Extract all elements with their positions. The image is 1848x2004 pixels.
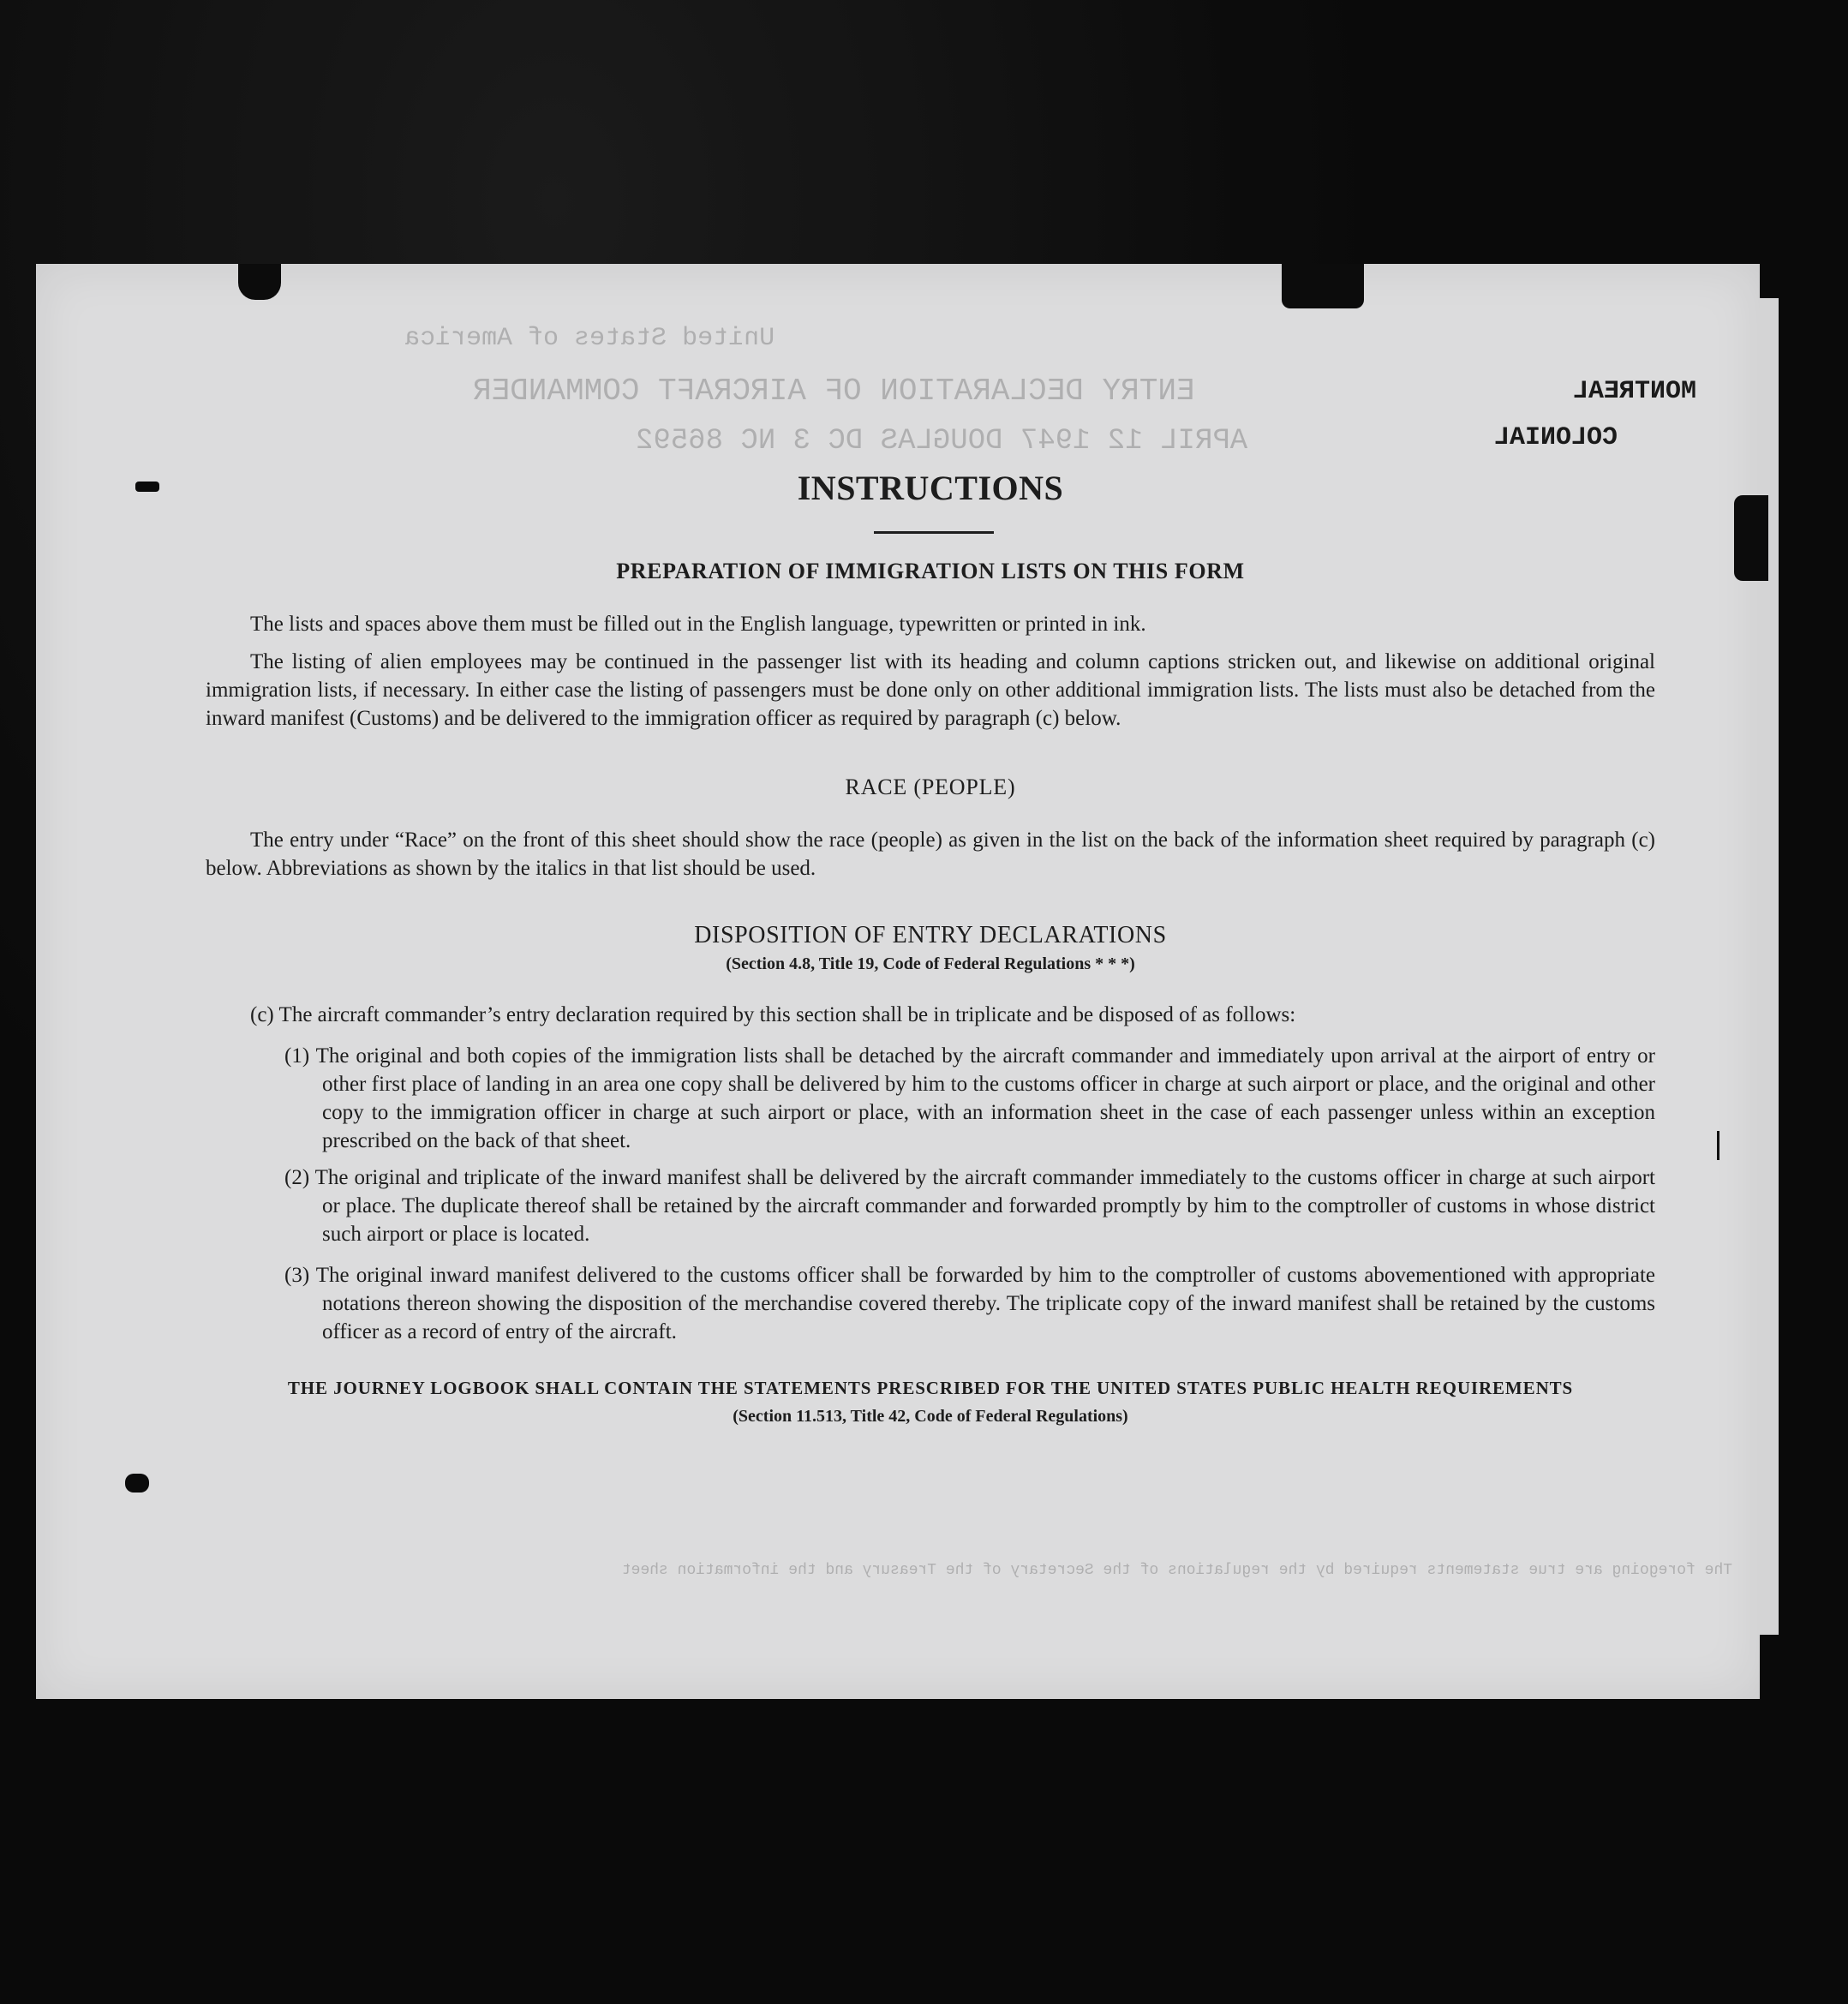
bleed-through-text: ENTRY DECLARATION OF AIRCRAFT COMMANDER xyxy=(473,374,1195,409)
bleed-through-text: APRIL 12 1947 DOUGLAS DC 3 NC 86592 xyxy=(636,425,1248,458)
disposition-intro: (c) The aircraft commander’s entry declaration required by this section shall be in triplicate and be disposed of as follows: xyxy=(250,1003,1296,1026)
paper-tear xyxy=(1734,495,1768,581)
stamp-text: COLONIAL xyxy=(1493,423,1618,452)
race-paragraph: The entry under “Race” on the front of this sheet should show the race (people) as given in the list on the back of the information sheet required by paragraph (c) below. Abbreviations as shown by the italics in that list should be used. xyxy=(206,829,1655,880)
section-heading-race: RACE (PEOPLE) xyxy=(845,775,1016,799)
punch-mark xyxy=(125,1474,149,1493)
disposition-item: (2) The original and triplicate of the inward manifest shall be delivered by the aircraft commander immediately to the customs officer in charge at such airport or place. The duplicate thereof shall be retained by the aircraft commander and forwarded promptly by him to the comptroller of customs in whose district such airport or place is located. xyxy=(284,1166,1655,1246)
footer-statement: THE JOURNEY LOGBOOK SHALL CONTAIN THE STATEMENTS PRESCRIBED FOR THE UNITED STATES PUBLIC HEALTH REQUIREMENTS xyxy=(287,1378,1574,1398)
document-sheet xyxy=(36,264,1760,1699)
punch-mark xyxy=(135,482,159,492)
title-underline xyxy=(874,531,994,534)
bleed-through-text: United States of America xyxy=(404,324,775,353)
section-heading-disposition: DISPOSITION OF ENTRY DECLARATIONS xyxy=(694,922,1167,948)
section-heading-preparation: PREPARATION OF IMMIGRATION LISTS ON THIS FORM xyxy=(616,559,1245,583)
stamp-text: MONTREAL xyxy=(1572,377,1696,406)
edge-mark xyxy=(1717,1131,1719,1160)
page-title: INSTRUCTIONS xyxy=(797,469,1064,507)
bleed-through-text: The foregoing are true statements required by the regulations of the Secretary of the Treasury and the information sheet xyxy=(621,1562,1732,1579)
disposition-citation: (Section 4.8, Title 19, Code of Federal Regulations * * *) xyxy=(726,954,1135,973)
preparation-paragraph-1: The lists and spaces above them must be filled out in the English language, typewritten or printed in ink. xyxy=(250,613,1146,636)
paper-tear xyxy=(238,264,281,300)
disposition-item: (3) The original inward manifest delivered to the customs officer shall be forwarded by him to the comptroller of customs abovementioned with appropriate notations thereon showing the disposition of the merchandise covered thereby. The triplicate copy of the inward manifest shall be retained by the customs officer as a record of entry of the aircraft. xyxy=(284,1264,1655,1343)
paper-tear xyxy=(1282,264,1364,308)
footer-citation: (Section 11.513, Title 42, Code of Federal Regulations) xyxy=(733,1407,1128,1426)
preparation-paragraph-2: The listing of alien employees may be continued in the passenger list with its heading and column captions stricken out, and likewise on additional original immigration lists, if necessary. In either case the listing of passengers must be done only on other additional immigration lists. The lists must also be detached from the inward manifest (Customs) and be delivered to the immigration officer as required by paragraph (c) below. xyxy=(206,650,1655,730)
disposition-item: (1) The original and both copies of the immigration lists shall be detached by the aircraft commander and immediately upon arrival at the airport of entry or other first place of landing in an area one copy shall be delivered by him to the customs officer in charge at such airport or place, and the original and other copy to the immigration officer in charge at such airport or place, with an information sheet in the case of each passenger unless within an exception prescribed on the back of that sheet. xyxy=(284,1044,1655,1152)
